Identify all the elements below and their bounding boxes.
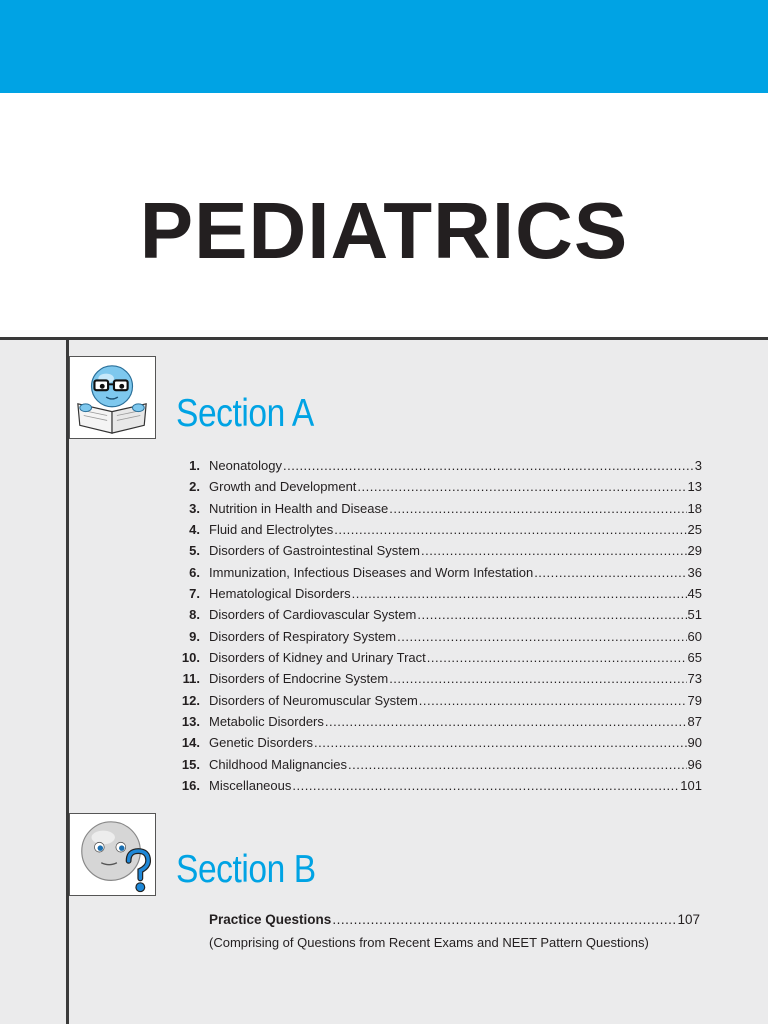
- toc-entry-number: 1.: [189, 458, 200, 473]
- toc-entry-title: Fluid and Electrolytes: [209, 522, 334, 538]
- toc-entry-page: 101: [680, 778, 702, 794]
- toc-entry-title: Genetic Disorders: [209, 735, 314, 751]
- toc-entry[interactable]: [172, 711, 702, 732]
- toc-entry-number: 8.: [189, 607, 200, 623]
- toc-entry-page: 36: [687, 564, 702, 580]
- leader-dots: [417, 604, 686, 625]
- toc-entry-number: 13.: [181, 714, 200, 730]
- toc-entry-title: Immunization, Infectious Diseases and Worm Infestation: [209, 564, 534, 580]
- toc-entry-number: 9.: [189, 628, 200, 644]
- leader-dots: [348, 754, 687, 775]
- toc-entry-number: 3.: [189, 500, 200, 516]
- toc-entry-page: 13: [687, 479, 702, 495]
- toc-entry-title: Disorders of Cardiovascular System: [209, 607, 417, 623]
- toc-entry[interactable]: [172, 476, 702, 497]
- toc-entry-page: 51: [687, 607, 702, 623]
- toc-entry-page: 90: [687, 735, 702, 751]
- toc-entry-number: 6.: [189, 564, 200, 580]
- toc-entry-page: 60: [687, 628, 702, 644]
- toc-entry-title: Nutrition in Health and Disease: [209, 500, 389, 516]
- toc-entry-number: 16.: [181, 778, 200, 794]
- leader-dots: [352, 583, 687, 604]
- toc-entry-page: 79: [687, 692, 702, 708]
- table-of-contents: [172, 455, 702, 797]
- toc-entry-title: Disorders of Respiratory System: [209, 628, 397, 644]
- toc-entry[interactable]: [172, 583, 702, 604]
- toc-entry[interactable]: [172, 626, 702, 647]
- toc-entry[interactable]: [172, 775, 702, 796]
- section-a-heading: Section A: [176, 392, 314, 435]
- practice-questions-entry[interactable]: [209, 910, 700, 930]
- leader-dots: [332, 910, 676, 930]
- toc-entry[interactable]: [172, 498, 702, 519]
- toc-entry-title: Hematological Disorders: [209, 586, 351, 602]
- toc-entry[interactable]: [172, 732, 702, 753]
- toc-entry-page: 29: [687, 543, 702, 559]
- toc-entry-number: 14.: [181, 735, 200, 751]
- toc-entry-number: 10.: [181, 650, 200, 666]
- toc-entry-number: 15.: [181, 756, 200, 772]
- toc-entry-title: Disorders of Neuromuscular System: [209, 692, 418, 708]
- toc-entry[interactable]: [172, 455, 702, 476]
- section-b-heading: Section B: [176, 848, 316, 891]
- practice-questions-note: (Comprising of Questions from Recent Exams and NEET Pattern Questions): [209, 935, 649, 950]
- toc-entry[interactable]: [172, 754, 702, 775]
- practice-questions-page: 107: [677, 912, 700, 927]
- toc-entry[interactable]: [172, 604, 702, 625]
- toc-entry-number: 12.: [181, 692, 200, 708]
- practice-questions-label: Practice Questions: [209, 912, 332, 927]
- toc-entry-title: Childhood Malignancies: [209, 756, 348, 772]
- leader-dots: [389, 668, 686, 689]
- leader-dots: [283, 455, 694, 476]
- leader-dots: [314, 732, 686, 753]
- leader-dots: [397, 626, 686, 647]
- leader-dots: [419, 690, 687, 711]
- toc-entry[interactable]: [172, 562, 702, 583]
- toc-entry-title: Metabolic Disorders: [209, 714, 324, 730]
- toc-entry-number: 4.: [189, 522, 200, 538]
- toc-entry-page: 3: [694, 458, 702, 473]
- leader-dots: [357, 476, 686, 497]
- leader-dots: [325, 711, 687, 732]
- leader-dots: [389, 498, 686, 519]
- question-face-icon: [69, 813, 156, 896]
- toc-entry-page: 18: [687, 500, 702, 516]
- reading-book-icon: [69, 356, 156, 439]
- toc-entry-title: Neonatology: [209, 458, 282, 473]
- margin-rule: [66, 340, 69, 1024]
- toc-entry-number: 11.: [182, 671, 200, 687]
- title-divider: [0, 337, 768, 340]
- toc-entry[interactable]: [172, 647, 702, 668]
- toc-entry[interactable]: [172, 519, 702, 540]
- toc-entry-page: 65: [687, 650, 702, 666]
- toc-entry-number: 2.: [189, 479, 200, 495]
- toc-entry-page: 25: [687, 522, 702, 538]
- toc-entry-title: Miscellaneous: [209, 778, 292, 794]
- leader-dots: [427, 647, 687, 668]
- toc-entry-title: Disorders of Endocrine System: [209, 671, 389, 687]
- toc-entry-page: 87: [687, 714, 702, 730]
- leader-dots: [292, 775, 679, 796]
- top-color-band: [0, 0, 768, 93]
- leader-dots: [534, 562, 686, 583]
- toc-entry-number: 5.: [189, 543, 200, 559]
- toc-entry[interactable]: [172, 690, 702, 711]
- toc-entry[interactable]: [172, 668, 702, 689]
- toc-entry-title: Disorders of Gastrointestinal System: [209, 543, 420, 559]
- leader-dots: [421, 540, 687, 561]
- toc-entry-title: Growth and Development: [209, 479, 357, 495]
- toc-entry-number: 7.: [189, 586, 200, 602]
- leader-dots: [334, 519, 686, 540]
- toc-entry-title: Disorders of Kidney and Urinary Tract: [209, 650, 426, 666]
- page-title: PEDIATRICS: [139, 186, 629, 275]
- toc-entry-page: 96: [687, 756, 702, 772]
- toc-entry[interactable]: [172, 540, 702, 561]
- toc-entry-page: 45: [687, 586, 702, 602]
- toc-entry-page: 73: [687, 671, 702, 687]
